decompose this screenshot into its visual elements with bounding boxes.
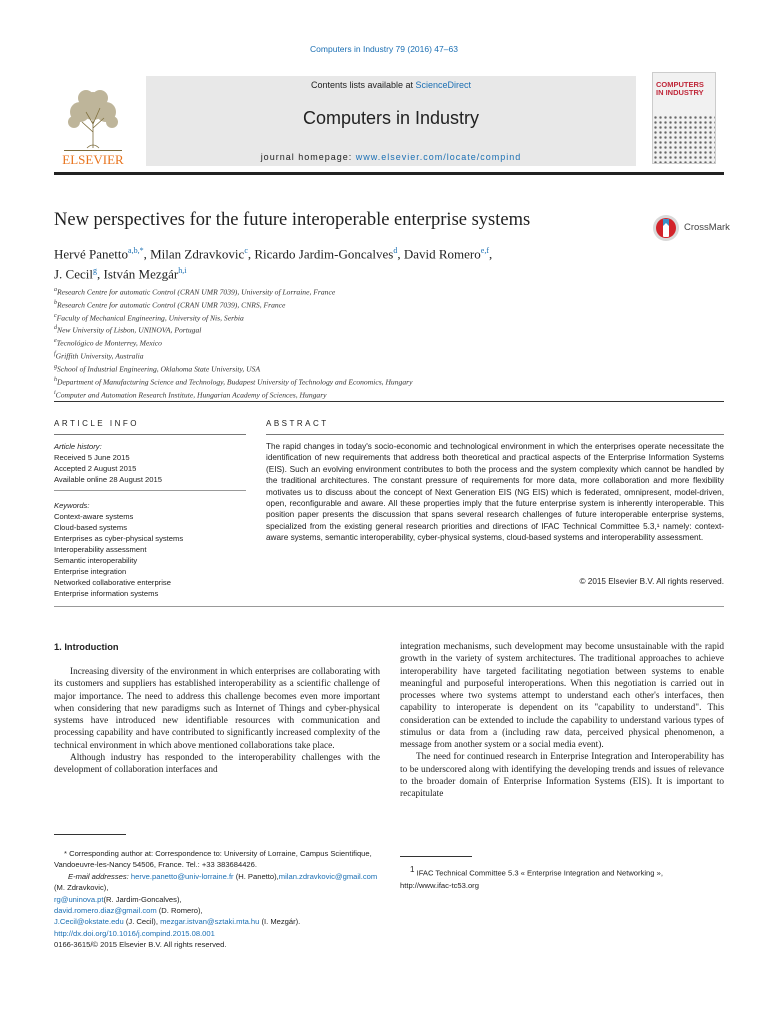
history-accepted: Accepted 2 August 2015 xyxy=(54,464,137,473)
affiliation-marker: g xyxy=(54,363,57,370)
article-info-rule xyxy=(54,434,246,435)
affiliation-text: School of Industrial Engineering, Oklahoma State University, USA xyxy=(57,364,261,374)
footnote-rule xyxy=(400,856,472,857)
author-separator: , xyxy=(97,266,104,282)
doi-link[interactable]: http://dx.doi.org/10.1016/j.compind.2015.08.001 xyxy=(54,929,215,938)
sciencedirect-link[interactable]: ScienceDirect xyxy=(415,80,472,90)
footnote-rule xyxy=(54,834,126,835)
email-link[interactable]: J.Cecil@okstate.edu xyxy=(54,917,124,927)
corresponding-author-footnote xyxy=(54,848,380,928)
email-addresses xyxy=(54,871,380,928)
affiliation-item xyxy=(54,375,694,388)
affiliation-item xyxy=(54,362,694,375)
crossmark-icon xyxy=(652,214,680,242)
affiliation-item xyxy=(54,388,694,401)
history-divider xyxy=(54,490,246,491)
paragraph: integration mechanisms, such development may become unsustainable with the rapid growth in the variety of system architectures. The traditional approaches to achieve interoperability have targeted facilitating negotiation between systems to enable meaningful and purposeful interoperations. When this negotiation is carried out in processes where two systems attempt to understand each other's interfaces, then capability to interoperate is dependent on its "capability to understand". This consideration can be extended to include the capability to understand various types of stimulus or data from a (including raw data, perceived physical phenomenon, a message from another system or a social media event). xyxy=(400,642,724,750)
affiliation-text: Faculty of Mechanical Engineering, University of Nis, Serbia xyxy=(56,313,244,323)
affiliation-marker: b xyxy=(54,299,57,306)
affiliation-text: Department of Manufacturing Science and Technology, Budapest University of Technology and Economics, Hungary xyxy=(57,377,413,387)
affiliation-marker[interactable]: c xyxy=(244,246,248,255)
keywords-list xyxy=(54,500,246,599)
author-separator: , xyxy=(397,246,404,262)
header-divider xyxy=(54,172,724,175)
author-name: Ricardo Jardim-Goncalves xyxy=(254,246,394,262)
author-separator: , xyxy=(143,246,151,262)
doi-block xyxy=(54,928,226,951)
history-online: Available online 28 August 2015 xyxy=(54,475,162,484)
author-name: István Mezgár xyxy=(103,266,179,282)
affiliation-text: Research Centre for automatic Control (CRAN UMR 7039), CNRS, France xyxy=(57,300,286,310)
ifac-footnote xyxy=(400,864,724,892)
keyword-item: Enterprise integration xyxy=(54,567,127,576)
affiliation-marker[interactable]: e,f xyxy=(480,246,489,255)
affiliation-item xyxy=(54,323,694,336)
affiliation-item xyxy=(54,311,694,324)
affiliation-text: Griffith University, Australia xyxy=(55,351,144,361)
affiliation-marker[interactable]: d xyxy=(393,246,398,255)
paragraph: Although industry has responded to the interoperability challenges with the development of collaboration interfaces and xyxy=(54,752,380,775)
journal-homepage-link[interactable]: www.elsevier.com/locate/compind xyxy=(355,152,522,162)
footnote-mark: 1 xyxy=(410,865,415,874)
keyword-item: Enterprise information systems xyxy=(54,589,159,598)
author-separator: , xyxy=(247,246,255,262)
email-owner: (J. Cecil), xyxy=(123,917,161,927)
affiliation-item xyxy=(54,285,694,298)
affiliation-marker: i xyxy=(54,389,56,396)
email-link[interactable]: david.romero.diaz@gmail.com xyxy=(54,906,157,916)
affiliation-text: Research Centre for automatic Control (CRAN UMR 7039), University of Lorraine, France xyxy=(57,287,336,297)
keyword-item: Networked collaborative enterprise xyxy=(54,578,171,587)
paragraph: The need for continued research in Enterprise Integration and Interoperability has to be underscored along with identifying the developing trends and issues of relevance to the broader domain of Enterprise Information Systems (EIS). It is important to recapitulate xyxy=(400,752,724,799)
footnote-text: IFAC Technical Committee 5.3 « Enterprise Integration and Networking », xyxy=(416,868,663,878)
keyword-item: Enterprises as cyber-physical systems xyxy=(54,534,184,543)
affiliations-list xyxy=(54,285,694,400)
journal-masthead xyxy=(54,76,714,166)
affiliation-text: New University of Lisbon, UNINOVA, Portugal xyxy=(57,326,202,336)
email-link[interactable]: rg@uninova.pt xyxy=(54,894,104,904)
email-owner: (D. Romero), xyxy=(156,906,203,916)
abstract-heading: ABSTRACT xyxy=(266,419,329,428)
author-name: J. Cecil xyxy=(54,266,93,282)
email-owner: (H. Panetto), xyxy=(233,871,279,881)
affiliation-marker[interactable]: a,b,* xyxy=(128,246,144,255)
body-column-right xyxy=(400,641,724,800)
paragraph: Increasing diversity of the environment in which enterprises are collaborating with its customers and suppliers has established interoperability as a scientific challenge of major importance. The need to address this challenge becomes even more important when considering that new paradigms such as Internet of Things and cyber-physical systems have introduced new identifiable resources with communication and processing capability and have contributed to significantly increased complexity of the technical environment in which above mentioned collaborations take place. xyxy=(54,667,380,751)
elsevier-logo xyxy=(54,76,132,166)
keyword-item: Context-aware systems xyxy=(54,512,134,521)
crossmark-label: CrossMark xyxy=(684,222,730,233)
author-name: Milan Zdravkovic xyxy=(150,246,245,262)
email-label: E-mail addresses: xyxy=(68,871,129,881)
affiliation-marker: a xyxy=(54,287,57,293)
author-name: Hervé Panetto xyxy=(54,246,129,262)
cover-title: COMPUTERS IN INDUSTRY xyxy=(656,80,704,97)
email-link[interactable]: milan.zdravkovic@gmail.com xyxy=(278,871,378,881)
keyword-item: Semantic interoperability xyxy=(54,556,138,565)
article-history xyxy=(54,441,246,485)
paper-title: New perspectives for the future interoperable enterprise systems xyxy=(54,210,531,230)
elsevier-tree-icon xyxy=(54,76,132,166)
journal-cover-thumbnail xyxy=(652,72,716,164)
email-link[interactable]: herve.panetto@univ-lorraine.fr xyxy=(130,871,234,881)
contents-line xyxy=(146,80,636,90)
email-link[interactable]: mezgar.istvan@sztaki.mta.hu xyxy=(160,917,260,927)
email-owner: (I. Mezgár). xyxy=(259,917,301,927)
affiliation-marker: f xyxy=(54,351,56,358)
article-info-heading: ARTICLE INFO xyxy=(54,419,139,428)
history-label: Article history: xyxy=(54,442,102,451)
issn-line: 0166-3615/© 2015 Elsevier B.V. All rights reserved. xyxy=(54,940,227,950)
affiliation-marker[interactable]: h,i xyxy=(178,266,187,276)
email-owner: (M. Zdravkovic), xyxy=(54,883,109,893)
affiliation-item xyxy=(54,298,694,311)
affiliation-text: Tecnológico de Monterrey, Mexico xyxy=(56,338,162,348)
cover-pattern xyxy=(653,115,715,163)
affiliation-marker: d xyxy=(54,325,57,332)
crossmark-badge[interactable] xyxy=(652,214,732,242)
elsevier-wordmark: ELSEVIER xyxy=(62,152,124,166)
affiliation-text: Computer and Automation Research Institute, Hungarian Academy of Sciences, Hungary xyxy=(55,390,327,400)
homepage-line xyxy=(146,152,636,162)
body-column-left xyxy=(54,666,380,776)
affiliation-marker: e xyxy=(54,338,57,345)
affiliation-marker: h xyxy=(54,376,57,383)
contents-prefix: Contents lists available at xyxy=(310,80,416,90)
ifac-url: http://www.ifac-tc53.org xyxy=(400,880,479,890)
abstract-text: The rapid changes in today's socio-economic and technological environment in which the enterprises operate necessitate the identification of new requirements that address both theoretical and practical aspects of the Enterprise Information Systems (EIS). Such an evolving environment contributes to both the process and the system complexity which cannot be handled by the traditional architectures. The constant pressure of requirements for more data, more collaboration and more flexibility motivates us to discuss about the concept of Next Generation EIS (NG EIS) which is federated, omnipresent, model-driven, open, reconfigurable and aware. All these properties imply that the future enterprise system is inherently interoperable. This position paper presents the discussion that spans several research challenges of future interoperable enterprise systems, specialized from the existing general research priorities and directions of IFAC Technical Committee 5.3,¹ namely: context-aware systems, semantic interoperability, cyber-physical systems, cloud-based systems and interoperability assessment. xyxy=(266,442,724,543)
homepage-prefix: journal homepage: xyxy=(260,152,356,162)
author-name: David Romero xyxy=(403,246,481,262)
introduction-heading: 1. Introduction xyxy=(54,642,119,652)
affiliation-marker: c xyxy=(54,312,57,319)
footnote-mark: * xyxy=(64,849,67,858)
email-owner: (R. Jardim-Goncalves), xyxy=(103,894,182,904)
abstract-copyright: © 2015 Elsevier B.V. All rights reserved. xyxy=(579,577,724,586)
keyword-item: Interoperability assessment xyxy=(54,545,147,554)
affiliation-item xyxy=(54,336,694,349)
corresponding-text: Corresponding author at: Correspondence to: University of Lorraine, Campus Scientifique, Vandoeuvre-les-Nancy 54506, France. Tel.: +33 383684426. xyxy=(54,849,372,870)
author-list xyxy=(54,242,634,283)
keywords-label: Keywords: xyxy=(54,501,90,510)
abstract-rule xyxy=(266,434,724,435)
section-divider xyxy=(54,401,724,402)
author-separator: , xyxy=(488,246,493,262)
journal-reference-link[interactable]: Computers in Industry 79 (2016) 47–63 xyxy=(310,44,458,54)
affiliation-marker[interactable]: g xyxy=(93,266,97,276)
journal-title: Computers in Industry xyxy=(302,108,480,128)
history-received: Received 5 June 2015 xyxy=(54,453,130,462)
affiliation-item xyxy=(54,349,694,362)
abstract-bottom-divider xyxy=(54,606,724,607)
journal-banner xyxy=(146,76,636,166)
keyword-item: Cloud-based systems xyxy=(54,523,128,532)
